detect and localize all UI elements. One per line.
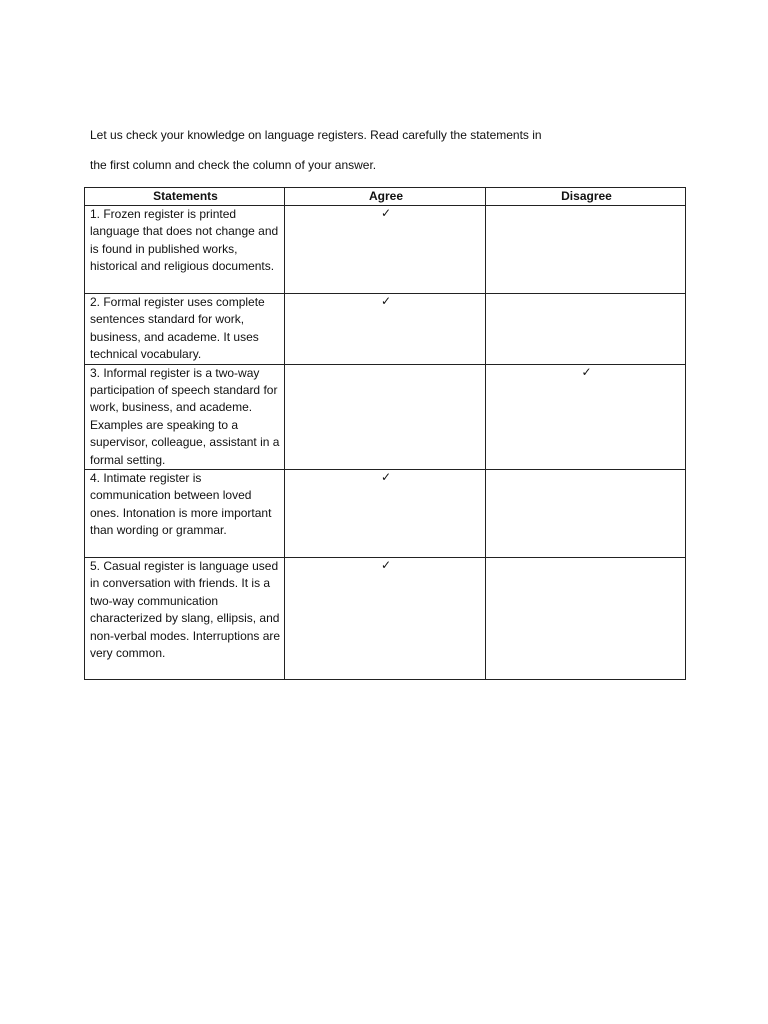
- statement-cell: 2. Formal register uses complete sentences standard for work, business, and academe. It uses technical vocabulary.: [85, 294, 285, 365]
- table-row: [85, 470, 686, 558]
- table-row: [85, 206, 686, 294]
- register-answer-table: [84, 187, 686, 680]
- check-icon: ✓: [380, 470, 392, 485]
- check-icon: ✓: [380, 294, 392, 308]
- statement-cell: 1. Frozen register is printed language that does not change and is found in published works, historical and religious documents.: [85, 206, 285, 294]
- agree-cell[interactable]: [285, 294, 486, 365]
- disagree-cell[interactable]: [486, 364, 686, 469]
- statement-cell: 5. Casual register is language used in conversation with friends. It is a two-way communication characterized by slang, ellipsis, and non-verbal modes. Interruptions are very common.: [85, 558, 285, 680]
- table-header-row: [85, 188, 686, 206]
- header-agree: Agree: [285, 188, 486, 206]
- agree-cell[interactable]: [285, 470, 486, 558]
- header-statements: Statements: [85, 188, 285, 206]
- intro-text-line-1: Let us check your knowledge on language registers. Read carefully the statements in: [90, 128, 542, 142]
- disagree-cell[interactable]: [486, 558, 686, 680]
- disagree-cell[interactable]: [486, 470, 686, 558]
- intro-text-line-2: the first column and check the column of your answer.: [90, 158, 377, 172]
- agree-cell[interactable]: [285, 558, 486, 680]
- table-row: [85, 294, 686, 365]
- check-icon: ✓: [581, 364, 592, 379]
- table-row: [85, 558, 686, 680]
- disagree-cell[interactable]: [486, 294, 686, 365]
- agree-cell[interactable]: [285, 206, 486, 294]
- statement-cell: 4. Intimate register is communication between loved ones. Intonation is more important than wording or grammar.: [85, 470, 285, 558]
- table-row: [85, 364, 686, 469]
- disagree-cell[interactable]: [486, 206, 686, 294]
- header-disagree: Disagree: [486, 188, 686, 206]
- check-icon: ✓: [380, 206, 392, 220]
- agree-cell[interactable]: [285, 364, 486, 469]
- check-icon: ✓: [380, 558, 392, 573]
- statement-cell: 3. Informal register is a two-way participation of speech standard for work, business, and academe. Examples are speaking to a supervisor, colleague, assistant in a formal setting.: [85, 364, 285, 469]
